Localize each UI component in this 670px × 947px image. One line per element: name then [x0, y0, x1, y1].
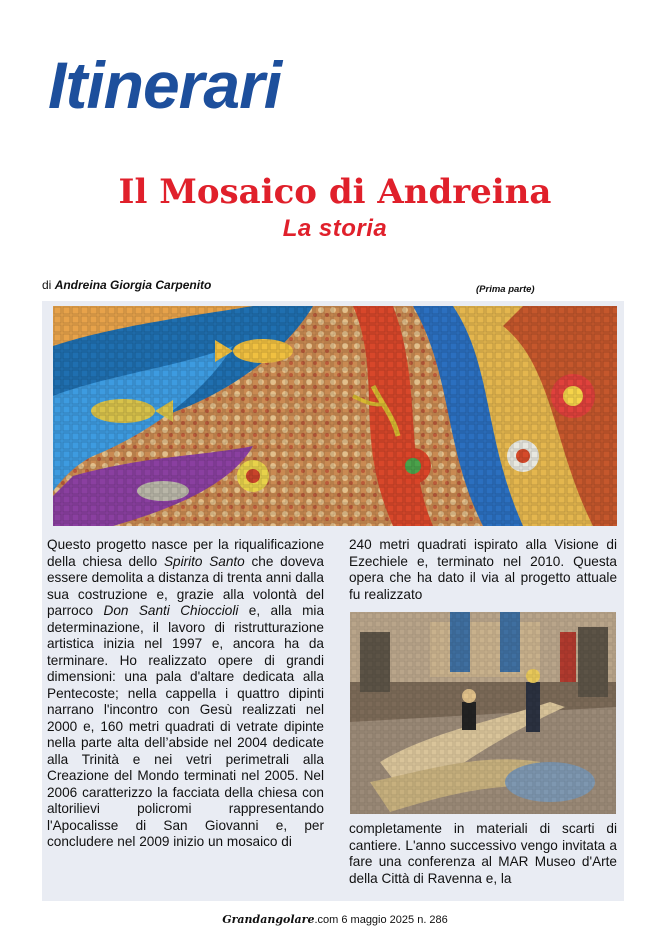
article-title: Il Mosaico di Andreina	[118, 172, 552, 212]
church-photo	[350, 612, 616, 814]
article-subtitle: La storia	[282, 215, 388, 242]
byline	[42, 278, 211, 292]
church-name: Spirito Santo	[163, 553, 245, 569]
priest-name: Don Santi Chioccioli	[103, 603, 239, 618]
body-column-left	[47, 537, 324, 851]
paragraph-text: e, alla mia determinazione, il lavoro di ristrutturazione artistica inizia nel 1997 e, ancora ha da terminare. Ho realizzato opere di grandi dimensioni: una pala d'altare dedicata alla Pentecoste; nella cappella i quattro dipinti narrano l'incontro con Gesù realizzati nel 2000 e, 160 metri quadrati di vetrate dipinte nella parte alta dell’abside nel 2004 dedicate alla Trinità e nei vetri perimetrali alla Creazione del Mondo terminati nel 2005. Nel 2006 caratterizzo la facciata della chiesa con altorilievi policromi rappresentando l'Apocalisse di San Giovanni e, per concludere nel 2009 inizio un mosaico di	[47, 603, 325, 849]
footer-brand: Grandangolare	[222, 913, 315, 926]
paragraph-text: Questo progetto nasce per la riqualificazione della chiesa dello	[47, 537, 324, 569]
paragraph-text: che doveva essere demolita a distanza di trenta anni dalla sua costruzione e, grazie alla volontà del parroco	[47, 553, 324, 618]
footer-issue: .com 6 maggio 2025 n. 286	[314, 914, 448, 926]
section-title: Itinerari	[48, 48, 282, 122]
byline-prefix: di	[42, 278, 52, 292]
mosaic-image	[53, 306, 617, 526]
body-column-right-bottom: completamente in materiali di scarti di cantiere. L'anno successivo vengo invitata a fare una conferenza al MAR Museo d'Arte della Città di Ravenna e, la	[349, 821, 617, 886]
footer	[0, 913, 670, 926]
author-name: Andreina Giorgia Carpenito	[54, 278, 212, 292]
part-label: (Prima parte)	[476, 284, 535, 295]
body-column-right-top: 240 metri quadrati ispirato alla Visione di Ezechiele e, terminato nel 2010. Questa opera che ha dato il via al progetto attuale fu realizzato	[349, 537, 617, 602]
